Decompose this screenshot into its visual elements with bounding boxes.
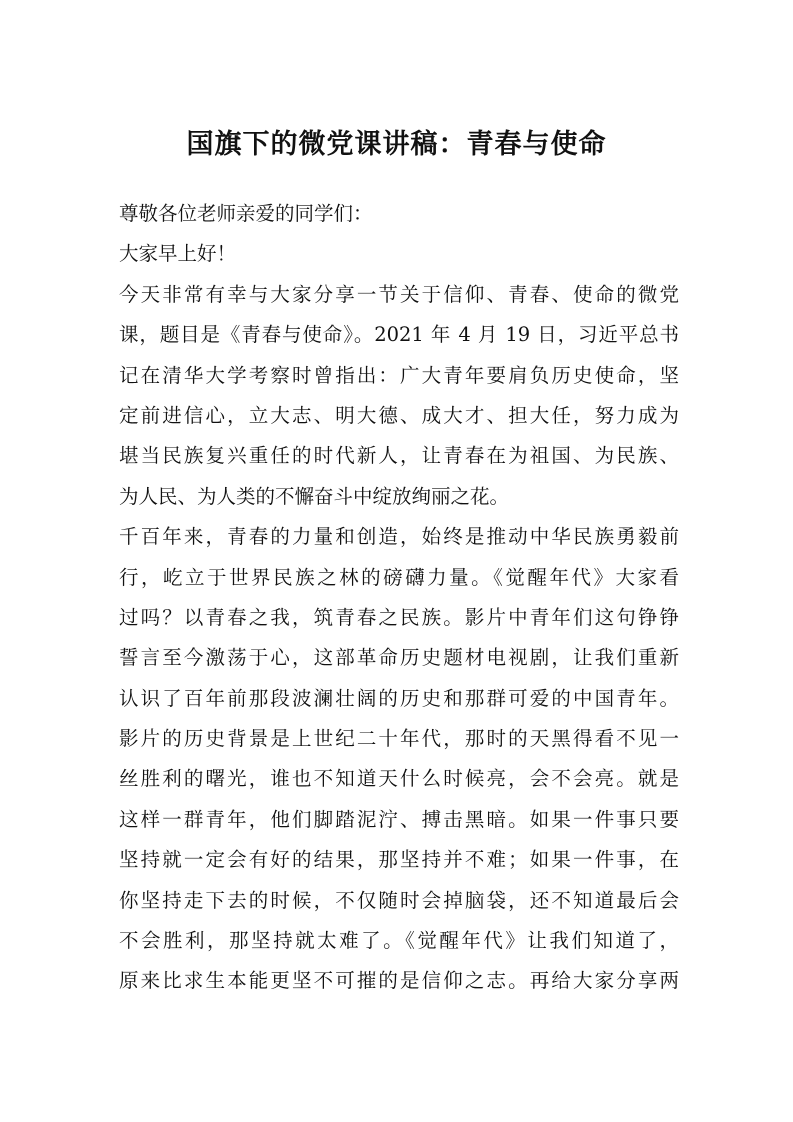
paragraph-line: 你坚持走下去的时候，不仅随时会掉脑袋，还不知道最后会: [119, 888, 679, 912]
salutation-line: 尊敬各位老师亲爱的同学们：: [119, 202, 373, 225]
document-body: [119, 194, 679, 1002]
document-title: 国旗下的微党课讲稿：青春与使命: [186, 129, 607, 160]
paragraph-line: 过吗？以青春之我，筑青春之民族。影片中青年们这句铮铮: [119, 605, 679, 629]
paragraph-line: 今天非常有幸与大家分享一节关于信仰、青春、使命的微党: [119, 282, 679, 306]
paragraph-line: 这样一群青年，他们脚踏泥泞、搏击黑暗。如果一件事只要: [119, 807, 679, 831]
paragraph-line: 坚持就一定会有好的结果，那坚持并不难；如果一件事，在: [119, 848, 679, 872]
paragraph-line: 行，屹立于世界民族之林的磅礴力量。《觉醒年代》大家看: [119, 565, 679, 589]
paragraph-line: 记在清华大学考察时曾指出：广大青年要肩负历史使命，坚: [119, 363, 679, 387]
paragraph-line: 影片的历史背景是上世纪二十年代，那时的天黑得看不见一: [119, 727, 679, 751]
paragraph-line: 丝胜利的曙光，谁也不知道天什么时候亮，会不会亮。就是: [119, 767, 679, 791]
paragraph-line: 不会胜利，那坚持就太难了。《觉醒年代》让我们知道了，: [119, 929, 679, 953]
paragraph-line: 课，题目是《青春与使命》。2021 年 4 月 19 日，习近平总书: [119, 323, 679, 347]
paragraph-line: 堪当民族复兴重任的时代新人，让青春在为祖国、为民族、: [119, 444, 679, 468]
paragraph-line: 为人民、为人类的不懈奋斗中绽放绚丽之花。: [119, 484, 510, 508]
paragraph-line: 定前进信心，立大志、明大德、成大才、担大任，努力成为: [119, 403, 679, 427]
paragraph-line: 誓言至今激荡于心，这部革命历史题材电视剧，让我们重新: [119, 646, 679, 670]
paragraph-line: 原来比求生本能更坚不可摧的是信仰之志。再给大家分享两: [119, 969, 679, 993]
greeting-line: 大家早上好！: [119, 242, 237, 266]
paragraph-line: 千百年来，青春的力量和创造，始终是推动中华民族勇毅前: [119, 525, 679, 549]
paragraph-line: 认识了百年前那段波澜壮阔的历史和那群可爱的中国青年。: [119, 686, 679, 710]
